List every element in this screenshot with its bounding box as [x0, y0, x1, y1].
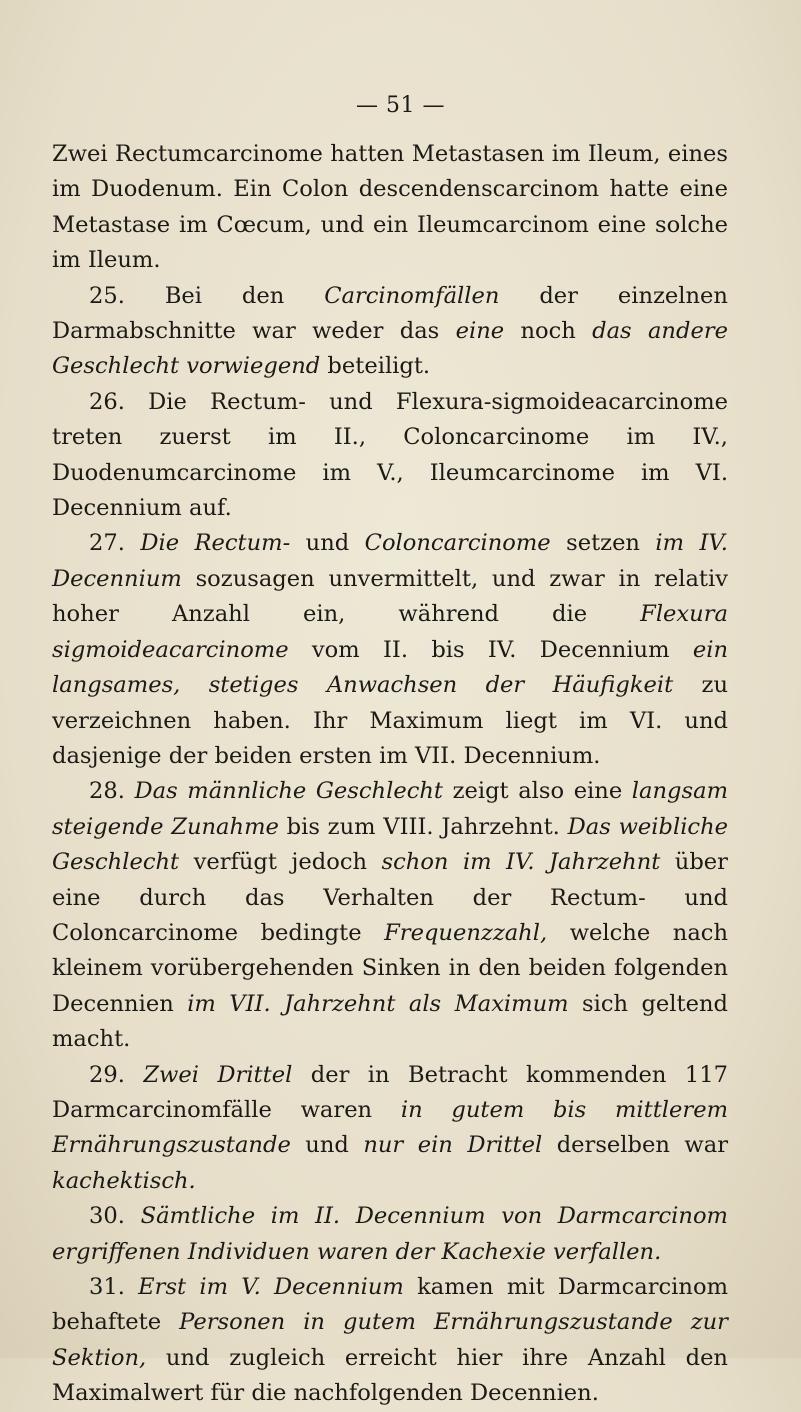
emphasis-run: Personen in gutem Ernährungszustande zur Sektion, [52, 1309, 728, 1371]
emphasis-run: Das männliche Geschlecht [134, 778, 443, 805]
text-run: beteiligt. [320, 353, 431, 380]
emphasis-run: im IV. Decennium [52, 530, 728, 592]
paragraph [52, 1058, 728, 1200]
text-run: 26. Die Rectum- und Flexura-sigmoideacarcinome treten zuerst im II., Coloncarcinome im IV., Duodenumcarcinome im V., Ileumcarcinome im VI. Decennium auf. [52, 388, 728, 522]
emphasis-run: ein langsames, stetiges Anwachsen der Häufigkeit [52, 636, 728, 699]
paragraph [52, 385, 728, 527]
text-run: 27. [89, 530, 141, 557]
text-run: derselben war [542, 1132, 729, 1159]
emphasis-run: eine [455, 318, 505, 345]
text-run: vom II. bis IV. Decennium [288, 636, 693, 663]
text-run: und zugleich erreicht hier ihre Anzahl den Maximalwert für die nachfolgenden Decennien. [52, 1344, 728, 1407]
text-run: der einzelnen Darmabschnitte war weder das [52, 282, 728, 345]
emphasis-run: in gutem bis mittlerem Ernährungszustande [52, 1096, 728, 1159]
emphasis-run: Erst im V. Decennium [138, 1274, 404, 1300]
text-run: Zwei Rectumcarcinome hatten Metastasen im Ileum, eines im Duodenum. Ein Colon descendenscarcinom hatte eine Metastase im Cœcum, und ein Ileumcarcinom eine solche im Ileum. [52, 141, 728, 274]
emphasis-run: Die Rectum- [140, 530, 291, 557]
text-run: welche nach kleinem vorübergehenden Sinken in den beiden folgenden Decennien [52, 919, 728, 1017]
paragraph [52, 526, 728, 774]
paragraph [52, 1199, 728, 1270]
text-run: 30. [89, 1203, 141, 1230]
emphasis-run: kachektisch. [52, 1167, 196, 1194]
emphasis-run: Carcinomfällen [324, 282, 500, 309]
paragraph [52, 774, 728, 1057]
text-run: noch [504, 318, 593, 345]
text-run: sich geltend macht. [52, 990, 728, 1053]
emphasis-run: Frequenzzahl, [384, 919, 548, 946]
emphasis-run: nur ein Drittel [363, 1132, 543, 1159]
page-number: — 51 — [356, 93, 445, 118]
emphasis-run: Zwei Drittel [143, 1061, 293, 1088]
text-run: verfügt jedoch [179, 849, 382, 876]
text-run: und [290, 1132, 364, 1159]
paragraph [52, 1270, 728, 1412]
body-text [52, 137, 728, 1412]
text-run: 25. Bei den [89, 282, 325, 309]
text-run: zu verzeichnen haben. Ihr Maximum liegt im VI. und dasjenige der beiden ersten im VII. Decennium. [52, 672, 729, 769]
emphasis-run: langsam steigende Zunahme [52, 778, 728, 840]
text-run: zeigt also eine [443, 778, 632, 805]
text-run: bis zum VIII. Jahrzehnt. [278, 813, 568, 840]
text-run: 29. [89, 1061, 144, 1088]
emphasis-run: Sämtliche im II. Decennium von Darmcarcinom ergriffenen Individuen waren der Kachexie verfallen. [52, 1203, 728, 1265]
text-run: 31. [89, 1274, 139, 1300]
emphasis-run: Flexura sigmoideacarcinome [52, 601, 728, 663]
emphasis-run: Das weibliche Geschlecht [52, 813, 728, 876]
emphasis-run: Coloncarcinome [364, 530, 551, 557]
emphasis-run: schon im IV. Jahrzehnt [381, 849, 661, 876]
emphasis-run: im VII. Jahrzehnt als Maximum [187, 990, 569, 1017]
text-run: und [290, 530, 365, 557]
text-run: 28. [89, 778, 135, 805]
text-run: setzen [550, 530, 656, 557]
emphasis-run: das andere Geschlecht vorwiegend [52, 318, 728, 380]
paragraph [52, 279, 728, 385]
text-run: sozusagen unvermittelt, und zwar in relativ hoher Anzahl ein, während die [52, 565, 728, 628]
text-run: über eine durch das Verhalten der Rectum- und Coloncarcinome bedingte [52, 849, 728, 946]
text-run: der in Betracht kommenden 117 Darmcarcinomfälle waren [52, 1061, 728, 1123]
text-run: kamen mit Darmcarcinom behaftete [52, 1274, 728, 1336]
paragraph [52, 137, 728, 279]
